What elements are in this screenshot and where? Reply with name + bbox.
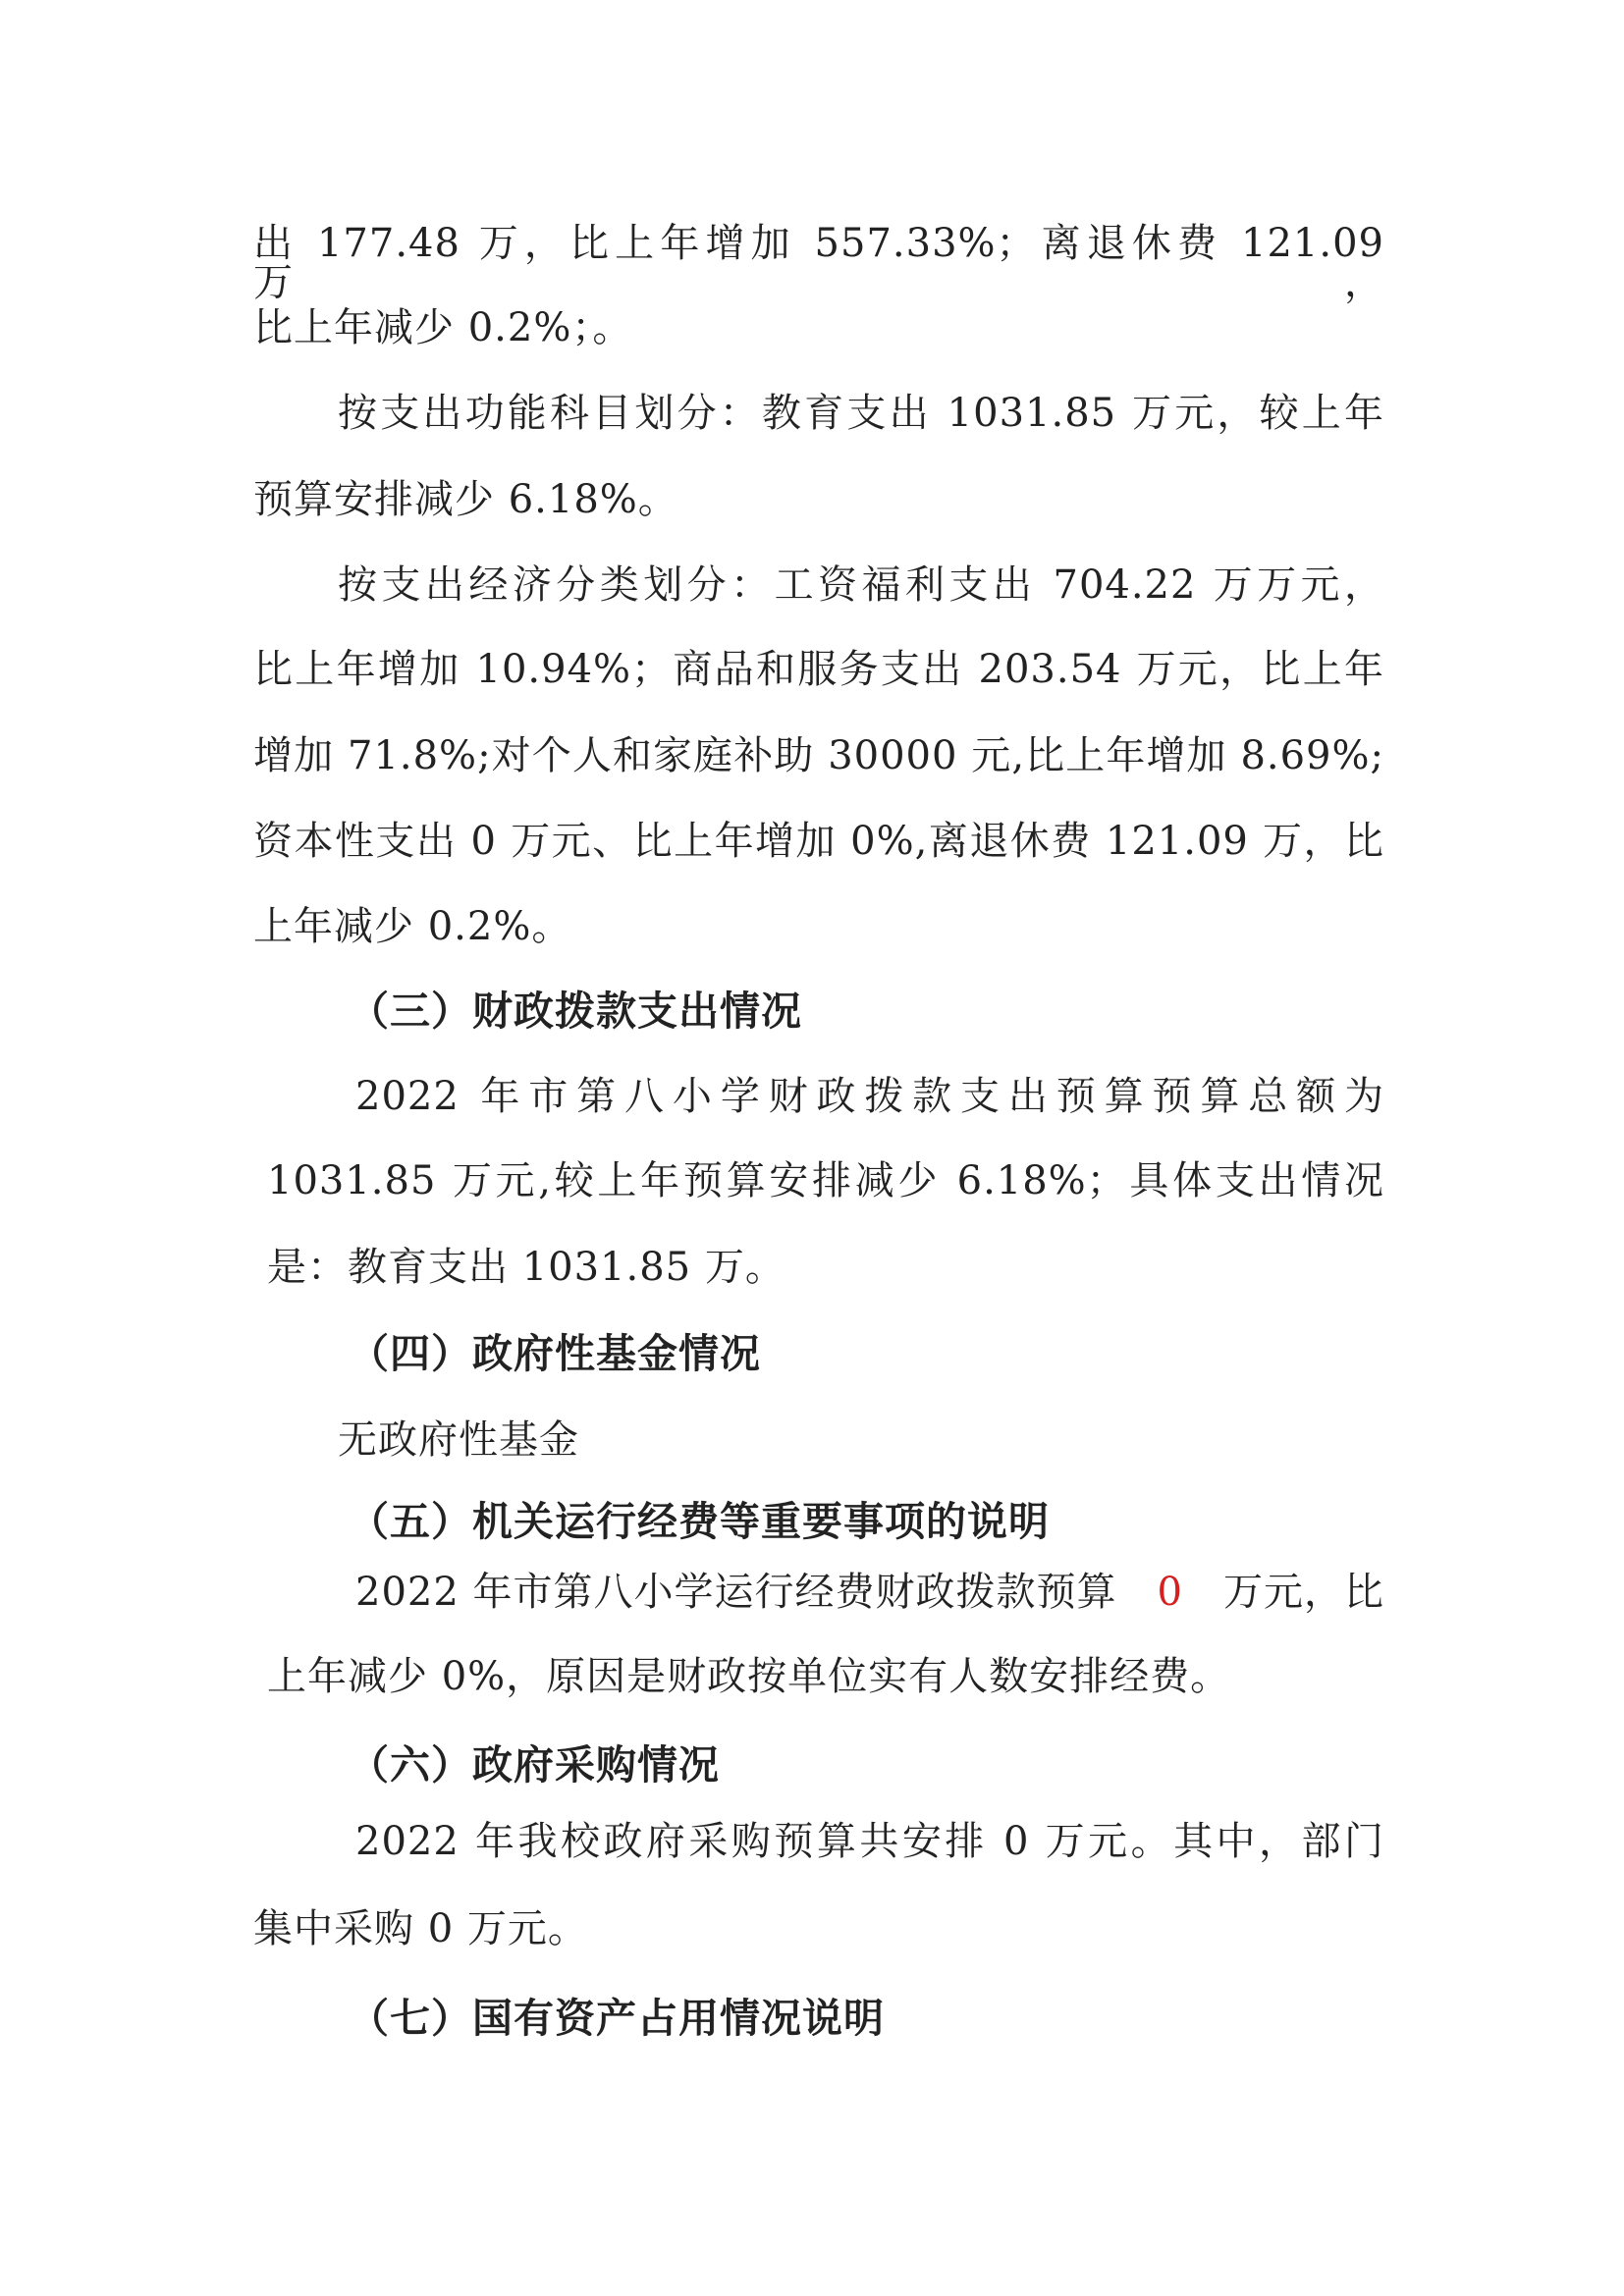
body-line: 上年减少 0.2%。 xyxy=(253,904,572,949)
section-heading: （三）财政拨款支出情况 xyxy=(349,988,802,1035)
body-line: 按支出功能科目划分：教育支出 1031.85 万元，较上年 xyxy=(338,391,1384,436)
section-heading: （四）政府性基金情况 xyxy=(349,1330,761,1377)
body-line: 2022 年我校政府采购预算共安排 0 万元。其中，部门 xyxy=(355,1819,1384,1864)
body-line: 预算安排减少 6.18%。 xyxy=(253,477,678,522)
body-line: 比上年增加 10.94%；商品和服务支出 203.54 万元，比上年 xyxy=(253,647,1384,692)
section-heading: （五）机关运行经费等重要事项的说明 xyxy=(349,1498,1050,1545)
text-span: 2022 年市第八小学运行经费财政拨款预算 xyxy=(355,1570,1117,1615)
section-heading: （六）政府采购情况 xyxy=(349,1741,720,1789)
body-line: 资本性支出 0 万元、比上年增加 0%,离退休费 121.09 万，比 xyxy=(253,819,1384,864)
section-heading: （七）国有资产占用情况说明 xyxy=(349,1995,885,2042)
highlighted-value: 0 xyxy=(1157,1570,1183,1615)
text-span: 万元，比 xyxy=(1223,1570,1384,1615)
body-line xyxy=(355,1570,1384,1615)
body-line: 按支出经济分类划分：工资福利支出 704.22 万万元， xyxy=(338,562,1384,608)
body-line: 1031.85 万元,较上年预算安排减少 6.18%；具体支出情况 xyxy=(267,1158,1384,1203)
body-line: 上年减少 0%，原因是财政按单位实有人数安排经费。 xyxy=(267,1654,1231,1699)
body-line: 2022 年市第八小学财政拨款支出预算预算总额为 xyxy=(355,1074,1384,1119)
body-line: 出 177.48 万，比上年增加 557.33%；离退休费 121.09 万， xyxy=(253,221,1384,305)
body-line: 增加 71.8%;对个人和家庭补助 30000 元,比上年增加 8.69%; xyxy=(253,733,1384,778)
body-line: 无政府性基金 xyxy=(338,1417,579,1463)
body-line: 是：教育支出 1031.85 万。 xyxy=(267,1245,785,1290)
body-line: 比上年减少 0.2%；。 xyxy=(253,305,633,350)
body-line: 集中采购 0 万元。 xyxy=(253,1906,588,1951)
